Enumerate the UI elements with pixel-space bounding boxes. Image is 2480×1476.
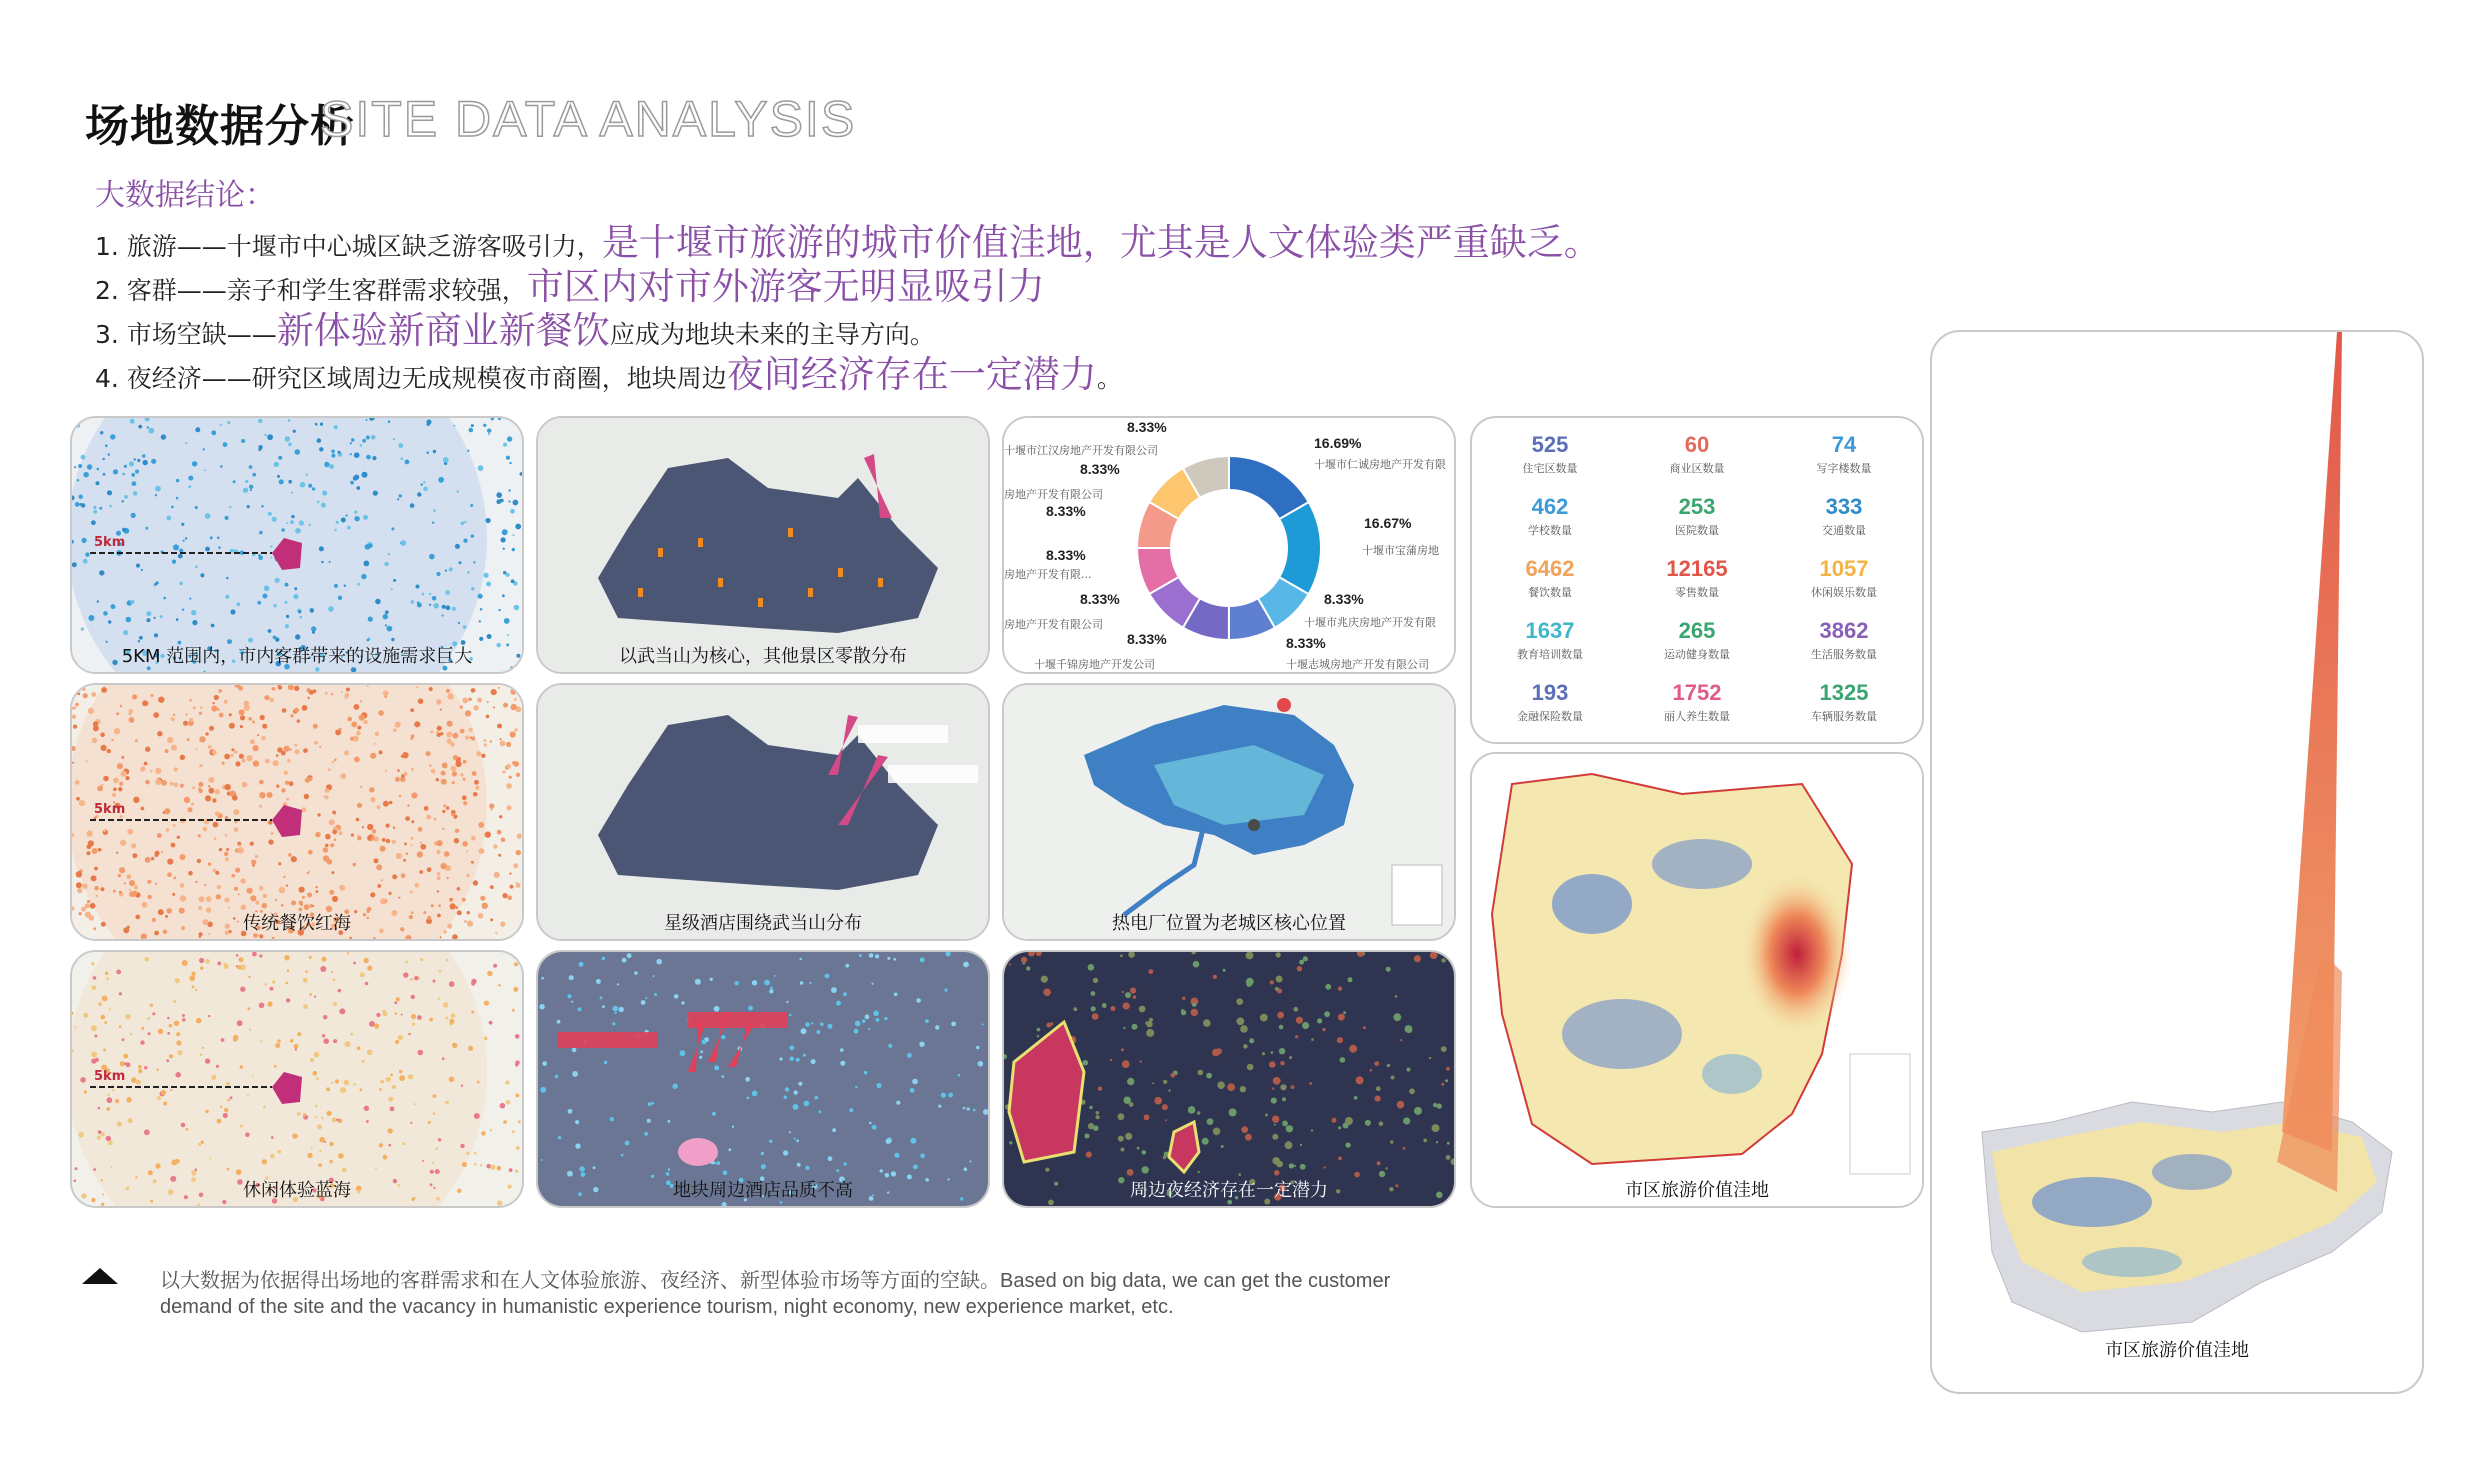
- donut-name-label: 十堰市仁诚房地产开发有限: [1314, 458, 1446, 471]
- panel-caption: 市区旅游价值洼地: [2105, 1340, 2249, 1361]
- stat-label: 生活服务数量: [1811, 648, 1877, 661]
- scenic-spots-map: [538, 418, 988, 672]
- panel-caption: 休闲体验蓝海: [243, 1180, 351, 1201]
- donut-pct-label: 8.33%: [1286, 635, 1326, 651]
- panel-caption: 5KM 范围内，市内客群带来的设施需求巨大: [121, 646, 473, 667]
- night-economy-map: [1004, 952, 1454, 1206]
- donut-pct-label: 8.33%: [1080, 591, 1120, 607]
- stat-number: 3862: [1819, 618, 1869, 643]
- stat-cell: [1480, 618, 1620, 676]
- footer-note: [160, 1268, 1520, 1320]
- stat-label: 休闲娱乐数量: [1811, 586, 1877, 599]
- panel-caption: 传统餐饮红海: [243, 913, 351, 934]
- stat-number: 1325: [1819, 680, 1869, 705]
- panel-caption: 星级酒店围绕武当山分布: [664, 913, 862, 934]
- conclusion-text: 2. 客群——亲子和学生客群需求较强，: [95, 276, 527, 305]
- stat-number: 60: [1684, 432, 1710, 457]
- donut-pct-label: 16.69%: [1314, 435, 1362, 451]
- developer-share-donut-panel: [1002, 416, 1456, 674]
- conclusion-highlight: 新体验新商业新餐饮: [276, 309, 610, 352]
- donut-pct-label: 8.33%: [1046, 547, 1086, 563]
- stat-cell: [1774, 432, 1914, 490]
- star-hotels-map-panel: [536, 683, 990, 941]
- stat-label: 餐饮数量: [1528, 586, 1572, 599]
- donut-pct-label: 8.33%: [1127, 631, 1167, 647]
- stat-cell: [1774, 494, 1914, 552]
- leisure-map: [72, 952, 522, 1206]
- donut-pct-label: 8.33%: [1046, 503, 1086, 519]
- tourism-value-heatmap: [1472, 754, 1922, 1206]
- stat-cell: [1480, 494, 1620, 552]
- stat-cell: [1627, 432, 1767, 490]
- stat-number: 1752: [1672, 680, 1722, 705]
- stat-number: 193: [1531, 680, 1569, 705]
- night-economy-map-panel: [1002, 950, 1456, 1208]
- donut-name-label: 十堰千锦房地产开发公司: [1034, 658, 1155, 671]
- stat-label: 运动健身数量: [1664, 648, 1730, 661]
- hotel-quality-map-panel: [536, 950, 990, 1208]
- donut-name-label: 房地产开发有限...: [1004, 568, 1092, 581]
- footer-text: demand of the site and the vacancy in humanistic experience tourism, night economy, new experience market, etc.: [160, 1296, 1174, 1318]
- developer-share-donut: [1004, 418, 1454, 672]
- star-hotels-map: [538, 685, 988, 939]
- stat-label: 学校数量: [1528, 524, 1572, 537]
- scale-label: 5km: [94, 535, 126, 550]
- poi-stats-panel: [1470, 416, 1924, 744]
- stat-number: 12165: [1666, 556, 1728, 581]
- conclusion-text: 3. 市场空缺——: [95, 320, 277, 349]
- conclusion-highlight: 是十堰市旅游的城市价值洼地，尤其是人文体验类严重缺乏。: [601, 221, 1601, 264]
- scale-label: 5km: [94, 1069, 126, 1084]
- stat-cell: [1627, 494, 1767, 552]
- scale-label: 5km: [94, 802, 126, 817]
- stat-label: 金融保险数量: [1517, 710, 1583, 723]
- stat-cell: [1627, 618, 1767, 676]
- panel-caption: 地块周边酒店品质不高: [673, 1180, 853, 1201]
- hotel-quality-map: [538, 952, 988, 1206]
- stat-number: 6462: [1525, 556, 1575, 581]
- heat-plant-map-panel: [1002, 683, 1456, 941]
- panel-caption: 热电厂位置为老城区核心位置: [1112, 913, 1346, 934]
- dining-map-panel: [70, 683, 524, 941]
- conclusion-item-4: [95, 344, 1122, 398]
- stat-number: 253: [1678, 494, 1716, 519]
- page-title-cn: 场地数据分析: [85, 101, 355, 152]
- facility-demand-map-panel: [70, 416, 524, 674]
- donut-name-label: 十堰市兆庆房地产开发有限: [1304, 616, 1436, 629]
- stat-label: 医院数量: [1675, 524, 1719, 537]
- conclusion-highlight: 市区内对市外游客无明显吸引力: [526, 265, 1045, 308]
- donut-name-label: 十堰志城房地产开发有限公司: [1286, 658, 1429, 671]
- stat-cell: [1480, 432, 1620, 490]
- donut-pct-label: 8.33%: [1324, 591, 1364, 607]
- donut-pct-label: 8.33%: [1127, 419, 1167, 435]
- leisure-map-panel: [70, 950, 524, 1208]
- conclusion-text: 1. 旅游——十堰市中心城区缺乏游客吸引力，: [95, 232, 602, 261]
- conclusions-heading: 大数据结论：: [95, 178, 275, 213]
- tourism-value-3d-panel: [1930, 330, 2424, 1394]
- heat-plant-map: [1004, 685, 1454, 939]
- stat-label: 交通数量: [1822, 524, 1866, 537]
- donut-name-label: 房地产开发有限公司: [1004, 488, 1103, 501]
- conclusion-text: 4. 夜经济——研究区域周边无成规模夜市商圈，地块周边: [95, 364, 727, 393]
- tourism-value-heatmap-panel: [1470, 752, 1924, 1208]
- stat-cell: [1627, 680, 1767, 738]
- footer-text: 以大数据为依据得出场地的客群需求和在人文体验旅游、夜经济、新型体验市场等方面的空缺。Based on big data, we can get the customer: [160, 1270, 1391, 1292]
- stat-label: 住宅区数量: [1522, 462, 1578, 475]
- tourism-value-3d: [1932, 332, 2422, 1392]
- conclusion-text: 。: [1096, 364, 1122, 393]
- stat-number: 1637: [1525, 618, 1575, 643]
- stat-cell: [1774, 618, 1914, 676]
- panel-caption: 以武当山为核心，其他景区零散分布: [619, 646, 907, 667]
- stat-number: 1057: [1819, 556, 1869, 581]
- dining-map: [72, 685, 522, 939]
- panel-caption: 市区旅游价值洼地: [1625, 1180, 1769, 1201]
- stat-cell: [1480, 556, 1620, 614]
- panel-caption: 周边夜经济存在一定潜力: [1130, 1180, 1328, 1201]
- stat-label: 丽人养生数量: [1664, 710, 1730, 723]
- stat-label: 零售数量: [1675, 586, 1719, 599]
- stat-number: 74: [1831, 432, 1857, 457]
- stat-label: 车辆服务数量: [1811, 710, 1877, 723]
- donut-pct-label: 8.33%: [1080, 461, 1120, 477]
- stat-number: 525: [1531, 432, 1569, 457]
- facility-demand-map: [72, 418, 522, 672]
- stat-number: 333: [1825, 494, 1863, 519]
- conclusion-highlight: 夜间经济存在一定潜力: [726, 353, 1097, 396]
- stat-number: 462: [1531, 494, 1569, 519]
- scenic-spots-map-panel: [536, 416, 990, 674]
- donut-name-label: 十堰市宝蒲房地: [1362, 544, 1439, 557]
- triangle-icon: [82, 1268, 118, 1284]
- donut-name-label: 十堰市江汉房地产开发有限公司: [1004, 444, 1158, 457]
- stat-cell: [1627, 556, 1767, 614]
- stat-label: 写字楼数量: [1816, 462, 1872, 475]
- stat-label: 商业区数量: [1669, 462, 1725, 475]
- stat-label: 教育培训数量: [1517, 648, 1583, 661]
- donut-name-label: 房地产开发有限公司: [1004, 618, 1103, 631]
- stat-cell: [1774, 680, 1914, 738]
- stat-number: 265: [1678, 618, 1716, 643]
- stat-cell: [1774, 556, 1914, 614]
- conclusion-text: 应成为地块未来的主导方向。: [609, 320, 935, 349]
- donut-pct-label: 16.67%: [1364, 515, 1412, 531]
- stat-cell: [1480, 680, 1620, 738]
- page-title-en: SITE DATA ANALYSIS: [320, 91, 857, 147]
